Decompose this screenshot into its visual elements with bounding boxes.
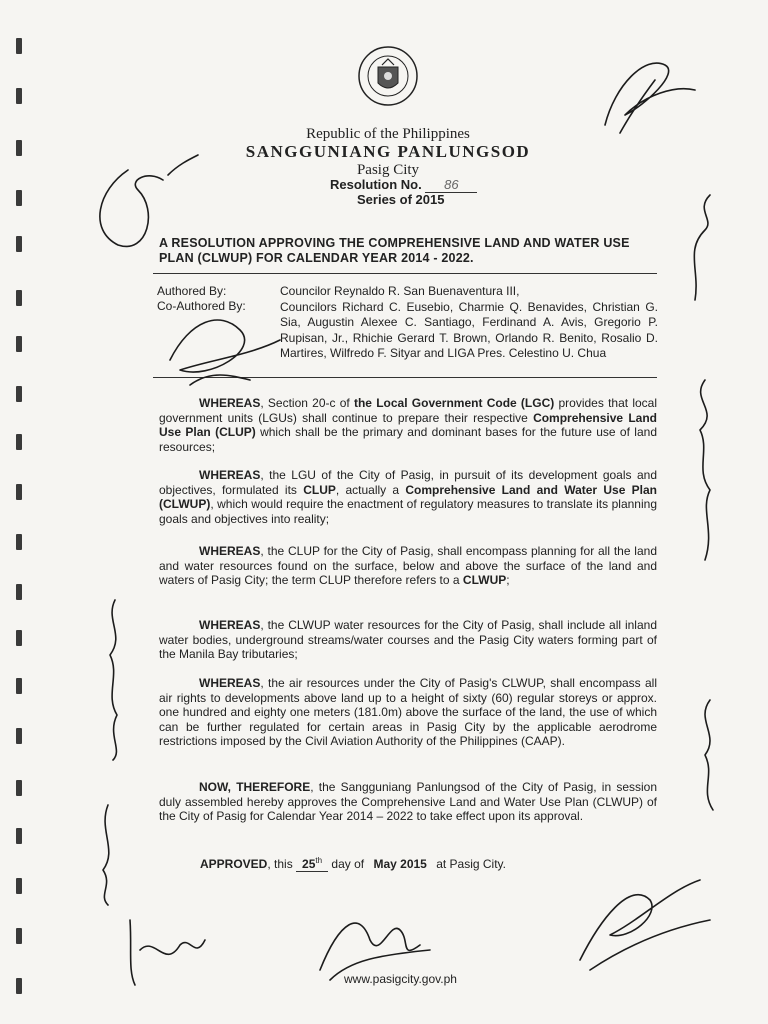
resolution-label: Resolution No. bbox=[330, 177, 422, 192]
resolution-number bbox=[330, 177, 477, 193]
website-footer: www.pasigcity.gov.ph bbox=[344, 972, 457, 986]
whereas-paragraph-4: WHEREAS, the CLWUP water resources for the City of Pasig, shall include all inland water bodies, underground streams/water courses and the Pasig City waters forming part of the Manila Bay tributaries; bbox=[159, 618, 657, 662]
city-name: Pasig City bbox=[356, 162, 420, 178]
title-divider bbox=[153, 273, 657, 274]
signature-left-vertical-2-icon bbox=[88, 800, 128, 910]
signature-bottom-left-icon bbox=[120, 910, 210, 990]
whereas-paragraph-5: WHEREAS, the air resources under the City of Pasig's CLWUP, shall encompass all air rights to developments above land up to a height of sixty (60) regular storeys or approx. one hundred and eighty one meters (181.0m) above the surface of the land, the use of which can be further regulated for certain areas in Pasig City by the applicable aerodrome restrictions imposed by the Civil Aviation Authority of the Philippines (CAAP). bbox=[159, 676, 657, 749]
council-name: SANGGUNIANG PANLUNGSOD bbox=[245, 142, 531, 161]
signature-mayor-icon bbox=[300, 900, 440, 990]
author-name: Councilor Reynaldo R. San Buenaventura III, bbox=[280, 284, 520, 298]
signature-top-left-icon bbox=[88, 150, 208, 260]
whereas-paragraph-3: WHEREAS, the CLUP for the City of Pasig, shall encompass planning for all the land and water resources found on the surface, below and above the surface of the land and waters of Pasig City; the term CLUP therefore refers to a CLWUP; bbox=[159, 544, 657, 588]
whereas-paragraph-1: WHEREAS, Section 20-c of the Local Government Code (LGC) provides that local government units (LGUs) shall continue to prepare their respective Comprehensive Land Use Plan (CLUP) which shall be the primary and dominant bases for the future use of land resources; bbox=[159, 396, 658, 454]
now-therefore-paragraph: NOW, THEREFORE, the Sangguniang Panlungsod of the City of Pasig, in session duly assembled hereby approves the Comprehensive Land and Water Use Plan (CLWUP) of the City of Pasig for Calendar Year 2014 – 2022 to take effect upon its approval. bbox=[159, 780, 658, 824]
signature-right-vertical-1-icon bbox=[675, 190, 725, 310]
signature-right-vertical-2-icon bbox=[680, 360, 730, 570]
coauthor-names: Councilors Richard C. Eusebio, Charmie Q. Benavides, Christian G. Sia, Augustin Alexee C. Santiago, Ferdinand A. Avis, Gregorio P. Rupisan, Jr., Rhichie Gerard T. Brown, Orlando R. Benito, Rosalio D. Martires, Wilfredo F. Sityar and LIGA Pres. Celestino U. Chua bbox=[280, 299, 658, 360]
authors-list bbox=[280, 284, 658, 362]
resolution-number-value: 86 bbox=[425, 177, 477, 193]
signature-left-vertical-1-icon bbox=[95, 590, 135, 765]
whereas-paragraph-2: WHEREAS, the LGU of the City of Pasig, in pursuit of its development goals and objectives, formulated its CLUP, actually a Comprehensive Land and Water Use Plan (CLWUP), which would require the enactment of regulatory measures to translate its planning goals and objectives into reality; bbox=[159, 468, 657, 526]
coauthored-label: Co-Authored By: bbox=[157, 299, 246, 313]
approval-line: APPROVED, this 25th day of May 2015 at Pasig City. bbox=[200, 856, 506, 871]
city-seal-icon bbox=[358, 43, 418, 109]
resolution-title: A RESOLUTION APPROVING THE COMPREHENSIVE LAND AND WATER USE PLAN (CLWUP) FOR CALENDAR YEAR 2014 - 2022. bbox=[159, 236, 630, 265]
signature-coauthor-icon bbox=[150, 300, 290, 395]
signature-right-vertical-3-icon bbox=[685, 690, 730, 820]
authored-label: Authored By: bbox=[157, 284, 227, 298]
series-year: Series of 2015 bbox=[357, 192, 445, 207]
republic-line: Republic of the Philippines bbox=[306, 126, 470, 142]
signature-bottom-right-icon bbox=[560, 860, 720, 980]
signature-top-right-icon bbox=[585, 45, 705, 140]
